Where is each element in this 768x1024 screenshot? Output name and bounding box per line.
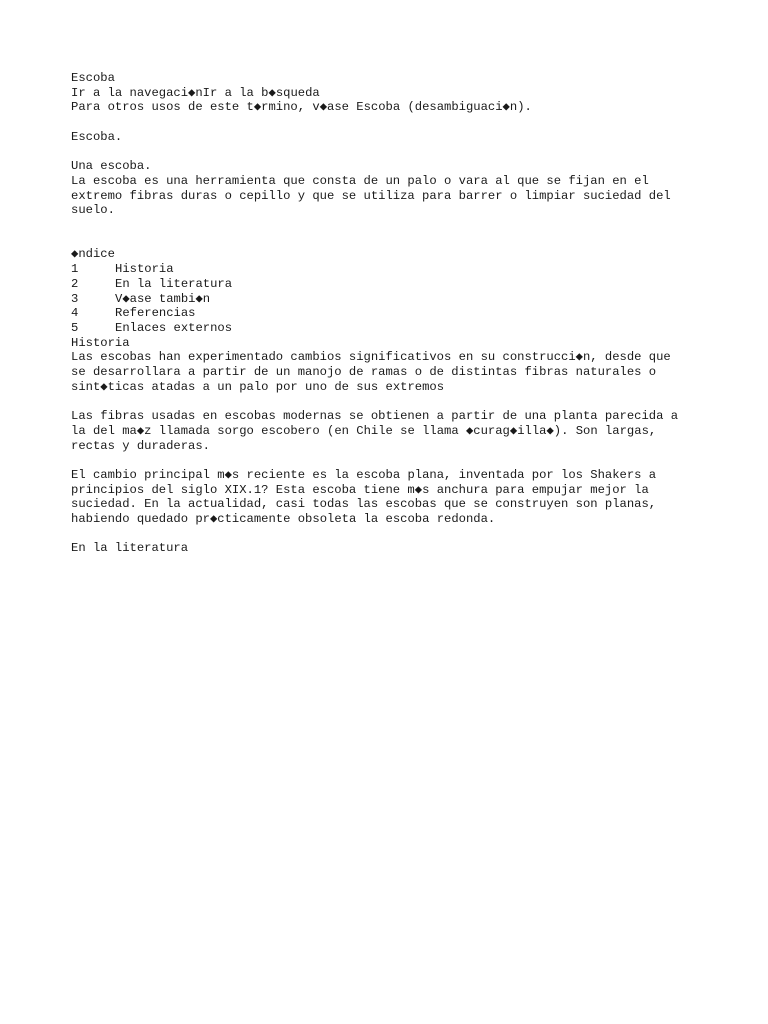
paragraph-line: se desarrollara a partir de un manojo de ramas o de distintas fibras naturales o [71,365,657,380]
paragraph-line: El cambio principal m◆s reciente es la escoba plana, inventada por los Shakers a [71,467,657,482]
toc-number: 4 [71,306,79,321]
toc-label: En la literatura [115,276,233,291]
paragraph-line: extremo fibras duras o cepillo y que se utiliza para barrer o limpiar suciedad del [71,188,671,203]
paragraph-line: suciedad. En la actualidad, casi todas las escobas que se construyen son planas, [71,497,657,512]
toc-item[interactable] [71,292,711,307]
toc-heading: ◆ndice [71,247,115,262]
section-heading-literatura: En la literatura [71,541,189,556]
image-label: Escoba. [71,129,123,144]
toc-label: Enlaces externos [115,320,233,335]
navigation-line: Ir a la navegaci◆nIr a la b◆squeda [71,85,320,100]
toc-number: 2 [71,276,79,291]
history-paragraph-3 [71,468,711,527]
toc-item[interactable] [71,262,711,277]
paragraph-line: Las escobas han experimentado cambios significativos en su construcci◆n, desde que [71,350,671,365]
toc-item[interactable] [71,306,711,321]
paragraph-line: Las fibras usadas en escobas modernas se obtienen a partir de una planta parecida a [71,409,679,424]
toc-label: V◆ase tambi◆n [115,291,211,306]
paragraph-line: suelo. [71,203,115,218]
toc-item[interactable] [71,277,711,292]
disambiguation-note: Para otros usos de este t◆rmino, v◆ase Escoba (desambiguaci◆n). [71,100,532,115]
table-of-contents [71,262,711,336]
paragraph-line: habiendo quedado pr◆cticamente obsoleta la escoba redonda. [71,512,496,527]
history-paragraph-1 [71,350,711,394]
image-caption: Una escoba. [71,159,152,174]
toc-number: 3 [71,291,79,306]
document-page [71,71,711,556]
paragraph-line: La escoba es una herramienta que consta de un palo o vara al que se fijan en el [71,173,649,188]
paragraph-line: rectas y duraderas. [71,438,210,453]
section-heading-historia: Historia [71,335,130,350]
toc-label: Historia [115,262,174,277]
document-title: Escoba [71,71,115,85]
toc-item[interactable] [71,321,711,336]
history-paragraph-2 [71,409,711,453]
paragraph-line: sint◆ticas atadas a un palo por uno de sus extremos [71,379,445,394]
toc-label: Referencias [115,306,196,321]
paragraph-line: la del ma◆z llamada sorgo escobero (en Chile se llama ◆curag◆illa◆). Son largas, [71,423,657,438]
intro-paragraph [71,174,711,218]
toc-number: 1 [71,262,79,277]
toc-number: 5 [71,320,79,335]
paragraph-line: principios del siglo XIX.1? Esta escoba tiene m◆s anchura para empujar mejor la [71,482,649,497]
